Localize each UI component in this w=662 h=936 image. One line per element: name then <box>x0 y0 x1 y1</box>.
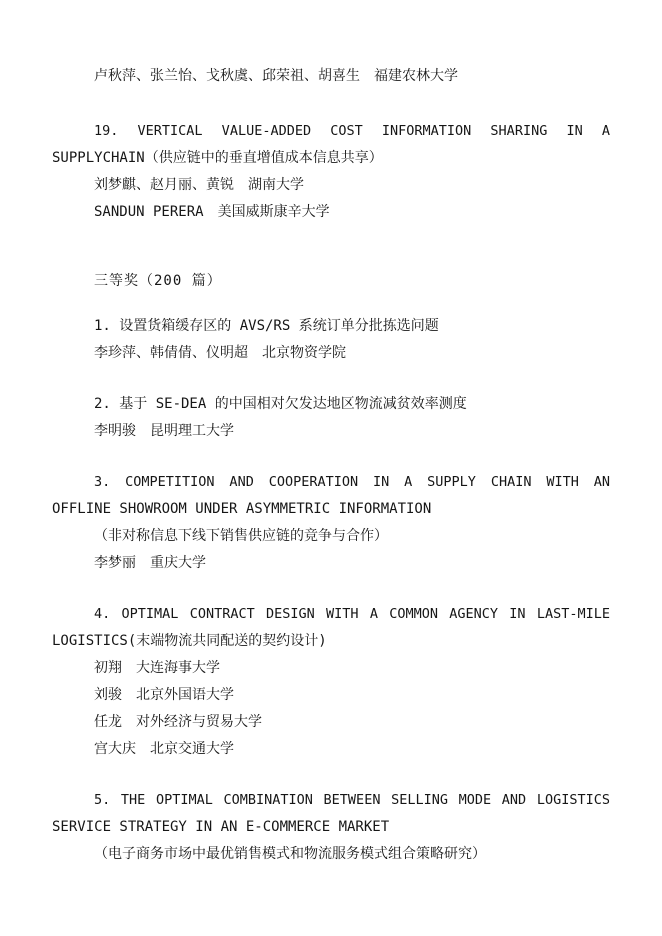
authors-line: 初翔 大连海事大学 <box>94 660 220 676</box>
authors-line: 卢秋萍、张兰怡、戈秋虞、邱荣祖、胡喜生 福建农林大学 <box>94 68 458 84</box>
paper-title-line: 4. OPTIMAL CONTRACT DESIGN WITH A COMMON AGENCY IN LAST-MILE <box>94 606 610 622</box>
award-entry-1 <box>52 313 610 367</box>
paper-title-line: OFFLINE SHOWROOM UNDER ASYMMETRIC INFORMATION <box>52 501 432 517</box>
authors-line: 李梦丽 重庆大学 <box>94 555 206 571</box>
paper-title-line: LOGISTICS(末端物流共同配送的契约设计) <box>52 633 327 649</box>
paper-title-line: SERVICE STRATEGY IN AN E-COMMERCE MARKET <box>52 819 390 835</box>
authors-line: 任龙 对外经济与贸易大学 <box>94 714 262 730</box>
paper-title-line: 3. COMPETITION AND COOPERATION IN A SUPPLY CHAIN WITH AN <box>94 474 610 490</box>
award-entry-5 <box>52 787 610 868</box>
section-heading-block <box>52 268 610 295</box>
paper-title-translation: （电子商务市场中最优销售模式和物流服务模式组合策略研究） <box>94 846 486 862</box>
section-heading: 三等奖（200 篇） <box>94 273 222 289</box>
paper-title-line: 2. 基于 SE-DEA 的中国相对欠发达地区物流减贫效率测度 <box>94 396 467 412</box>
authors-line: SANDUN PERERA 美国威斯康辛大学 <box>94 204 330 220</box>
award-entry-18-authors <box>52 63 610 90</box>
award-entry-3 <box>52 469 610 577</box>
award-entry-19 <box>52 118 610 226</box>
paper-title-line: 5. THE OPTIMAL COMBINATION BETWEEN SELLING MODE AND LOGISTICS <box>94 792 610 808</box>
authors-line: 刘骏 北京外国语大学 <box>94 687 234 703</box>
award-entry-2 <box>52 391 610 445</box>
paper-title-translation: （非对称信息下线下销售供应链的竞争与合作） <box>94 528 388 544</box>
authors-line: 宫大庆 北京交通大学 <box>94 741 234 757</box>
authors-line: 李明骏 昆明理工大学 <box>94 423 234 439</box>
paper-title-line: 1. 设置货箱缓存区的 AVS/RS 系统订单分批拣选问题 <box>94 318 439 334</box>
authors-line: 刘梦麒、赵月丽、黄锐 湖南大学 <box>94 177 304 193</box>
paper-title-line: 19. VERTICAL VALUE-ADDED COST INFORMATION SHARING IN A <box>94 123 610 139</box>
award-entry-4 <box>52 601 610 763</box>
paper-title-line: SUPPLYCHAIN（供应链中的垂直增值成本信息共享） <box>52 150 383 166</box>
authors-line: 李珍萍、韩倩倩、仪明超 北京物资学院 <box>94 345 346 361</box>
